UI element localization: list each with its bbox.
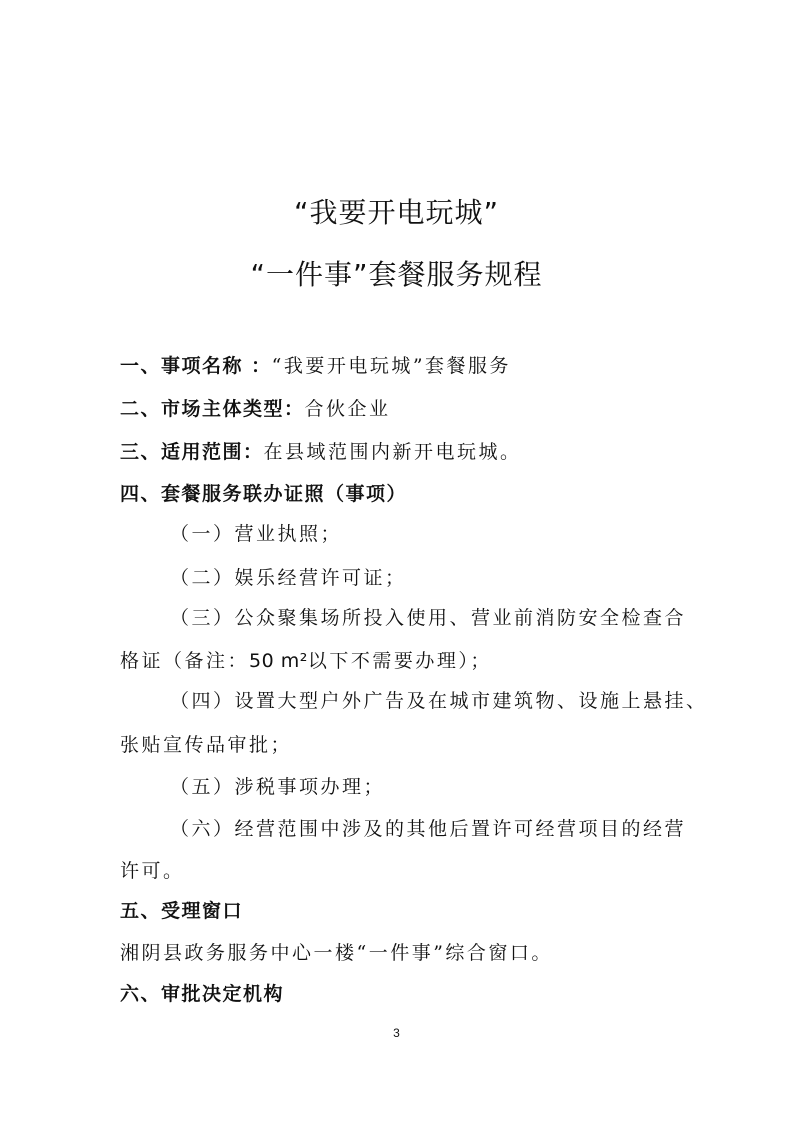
area-value: 50 m²: [249, 650, 308, 672]
section-3-text: 在县域范围内新开电玩城。: [263, 441, 522, 463]
section-4-heading: 四、套餐服务联办证照（事项）: [120, 483, 408, 505]
list-item-3-line-2: [120, 647, 492, 676]
section-2-heading: 二、市场主体类型：: [120, 398, 305, 420]
section-3-heading: 三、适用范围：: [120, 441, 264, 463]
section-5-text: 湘阴县政务服务中心一楼“一件事”综合窗口。: [120, 942, 553, 964]
list-item-3-line-1: （三）公众聚集场所投入使用、营业前消防安全检查合: [170, 607, 687, 629]
section-5-heading: 五、受理窗口: [120, 900, 244, 922]
list-item-3-text-end: 以下不需要办理）；: [307, 650, 492, 672]
section-6-heading: 六、审批决定机构: [120, 983, 285, 1005]
section-3: [120, 438, 522, 467]
section-1: [120, 352, 511, 381]
section-2-text: 合伙企业: [304, 398, 391, 420]
list-item-5: （五）涉税事项办理；: [170, 776, 386, 798]
section-2: [120, 395, 391, 424]
list-item-2: （二）娱乐经营许可证；: [170, 567, 407, 589]
list-item-1: （一）营业执照；: [170, 523, 343, 545]
page-number: 3: [393, 1026, 400, 1040]
list-item-4-line-2: 张贴宣传品审批；: [120, 734, 293, 756]
list-item-6-line-1: （六）经营范围中涉及的其他后置许可经营项目的经营: [170, 818, 687, 840]
document-title-line-1: “我要开电玩城”: [293, 196, 499, 229]
section-1-heading: 一、事项名称 ：: [120, 355, 272, 377]
list-item-6-line-2: 许可。: [120, 860, 185, 882]
section-1-text: “我要开电玩城”套餐服务: [271, 355, 512, 377]
list-item-3-text-start: 格证（备注：: [120, 650, 250, 672]
list-item-4-line-1: （四）设置大型户外广告及在城市建筑物、设施上悬挂、: [170, 690, 708, 712]
document-title-line-2: “一件事”套餐服务规程: [250, 258, 543, 291]
